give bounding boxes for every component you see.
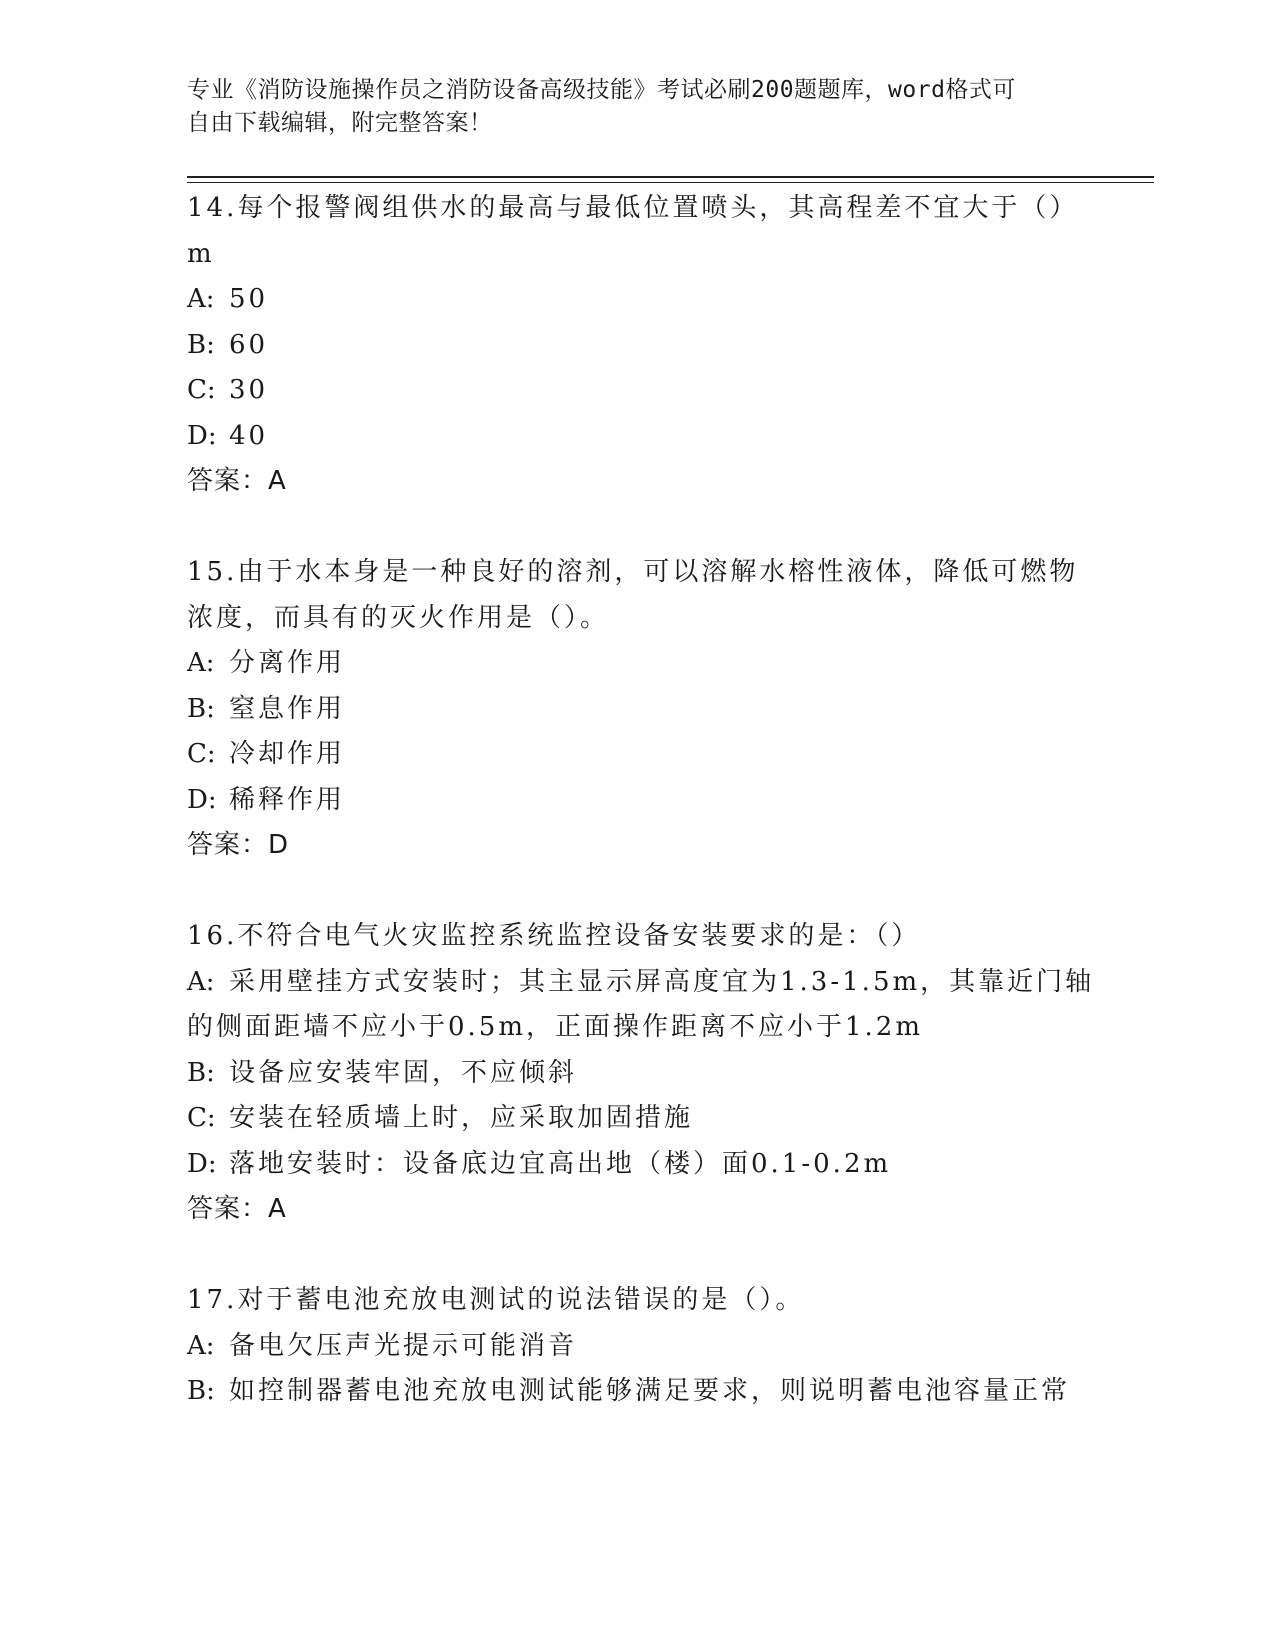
option-a — [187, 641, 1087, 687]
option-letter: B: — [187, 329, 215, 360]
question-stem-line: 17.对于蓄电池充放电测试的说法错误的是（）。 — [187, 1285, 805, 1315]
question-stem-line: 16.不符合电气火灾监控系统监控设备安装要求的是：（） — [187, 921, 921, 951]
option-text: 冷却作用 — [229, 739, 346, 769]
option-letter: A: — [187, 648, 215, 678]
option-letter: B: — [187, 1376, 215, 1406]
option-letter: B: — [187, 693, 215, 724]
option-b — [187, 687, 1087, 733]
option-a-continuation: 的侧面距墙不应小于0.5m，正面操作距离不应小于1.2m — [187, 1012, 924, 1042]
option-text: 备电欠压声光提示可能消音 — [229, 1330, 578, 1361]
option-letter: D: — [187, 784, 217, 815]
option-text: 设备应安装牢固，不应倾斜 — [229, 1057, 578, 1088]
question-stem-line: m — [187, 238, 215, 269]
option-letter: A: — [187, 966, 215, 997]
option-letter: C: — [187, 1103, 216, 1133]
header-rule-thin — [187, 182, 1154, 183]
question-15 — [187, 550, 1087, 869]
header-title-line-1: 专业《消防设施操作员之消防设备高级技能》考试必刷200题题库，word格式可 — [187, 77, 1016, 103]
question-stem-line: 15.由于水本身是一种良好的溶剂，可以溶解水榕性液体，降低可燃物 — [187, 557, 1079, 587]
option-a — [187, 1324, 1087, 1370]
option-a — [187, 960, 1095, 1006]
option-letter: C: — [187, 375, 216, 405]
option-text: 40 — [229, 420, 269, 451]
option-letter: A: — [187, 284, 215, 314]
question-list — [187, 186, 1095, 1415]
question-stem-line: 浓度，而具有的灭火作用是（）。 — [187, 602, 610, 633]
option-text: 采用壁挂方式安装时；其主显示屏高度宜为1.3-1.5m，其靠近门轴 — [229, 966, 1095, 997]
option-b — [187, 1051, 1087, 1097]
option-letter: D: — [187, 1148, 217, 1179]
option-text: 分离作用 — [229, 648, 346, 678]
header-title-line-2: 自由下载编辑，附完整答案！ — [187, 110, 493, 136]
option-c — [187, 368, 1087, 414]
option-d — [187, 778, 1087, 824]
option-text: 60 — [229, 329, 269, 360]
option-letter: D: — [187, 420, 217, 451]
option-letter: A: — [187, 1330, 215, 1361]
option-d — [187, 1142, 1087, 1188]
document-header — [187, 74, 1067, 140]
option-text: 安装在轻质墙上时，应采取加固措施 — [229, 1103, 694, 1133]
option-d — [187, 414, 1087, 460]
option-text: 稀释作用 — [229, 784, 346, 815]
option-text: 落地安装时：设备底边宜高出地（楼）面0.1-0.2m — [229, 1148, 892, 1179]
option-letter: C: — [187, 739, 216, 769]
question-17 — [187, 1278, 1087, 1415]
question-spacer — [187, 505, 1087, 551]
option-text: 如控制器蓄电池充放电测试能够满足要求，则说明蓄电池容量正常 — [229, 1376, 1071, 1406]
header-rule-thick — [187, 176, 1154, 178]
answer-line: 答案：A — [187, 1194, 287, 1224]
option-b — [187, 323, 1087, 369]
option-text: 窒息作用 — [229, 693, 346, 724]
answer-line: 答案：D — [187, 830, 290, 860]
question-spacer — [187, 1233, 1087, 1279]
option-a — [187, 277, 1087, 323]
option-text: 30 — [229, 375, 269, 405]
option-b — [187, 1369, 1087, 1415]
question-stem-line: 14.每个报警阀组供水的最高与最低位置喷头，其高程差不宜大于（） — [187, 193, 1079, 223]
question-spacer — [187, 869, 1087, 915]
option-letter: B: — [187, 1057, 215, 1088]
question-14 — [187, 186, 1087, 505]
option-c — [187, 732, 1087, 778]
question-16 — [187, 914, 1095, 1233]
option-c — [187, 1096, 1087, 1142]
answer-line: 答案：A — [187, 466, 287, 496]
option-text: 50 — [229, 284, 269, 314]
